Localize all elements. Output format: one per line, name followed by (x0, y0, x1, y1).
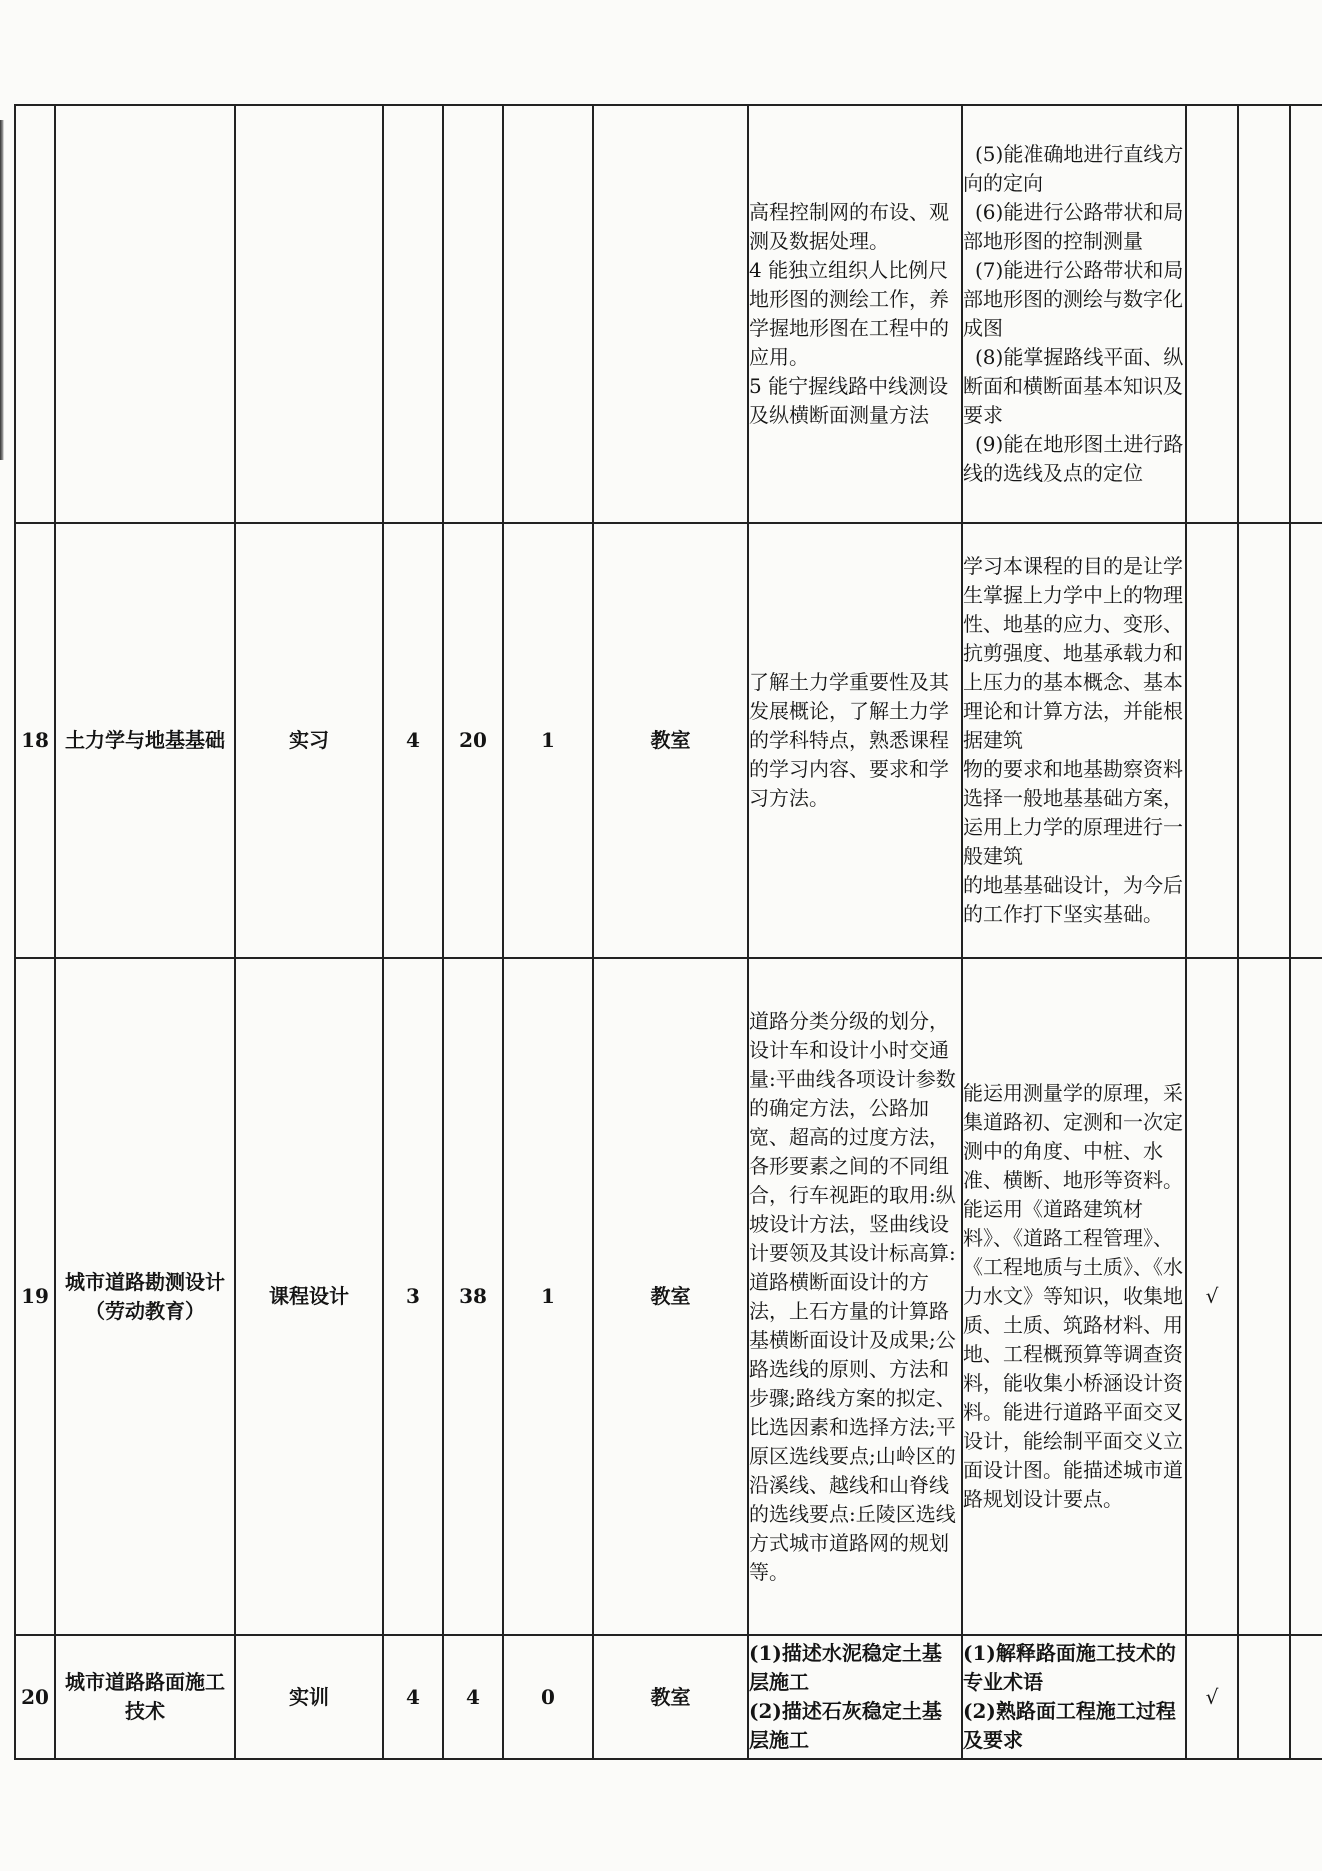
empty-cell (1238, 105, 1290, 523)
empty-cell (1238, 958, 1290, 1635)
course-content (748, 958, 962, 1635)
requirement-item: (6)能进行公路带状和局部地形图的控制测量 (963, 200, 1184, 253)
requirement-item: 物的要求和地基勘察资料选择一般地基基础方案，运用上力学的原理进行一般建筑 (963, 757, 1183, 868)
requirement-item: (9)能在地形图土进行路线的选线及点的定位 (963, 432, 1184, 485)
course-requirements (962, 523, 1186, 958)
course-hours: 20 (443, 523, 503, 958)
check-cell: √ (1186, 958, 1238, 1635)
course-semester: 0 (503, 1635, 593, 1759)
content-paragraph: (1)描述水泥稳定土基层施工 (749, 1641, 942, 1694)
course-content (748, 105, 962, 523)
table-row (15, 958, 1322, 1635)
curriculum-table (14, 104, 1322, 1760)
requirement-item: (7)能进行公路带状和局部地形图的测绘与数字化成图 (963, 258, 1184, 340)
empty-cell (1290, 523, 1322, 958)
course-type (235, 105, 383, 523)
check-cell (1186, 523, 1238, 958)
course-semester: 1 (503, 523, 593, 958)
course-type: 课程设计 (235, 958, 383, 1635)
course-hours: 38 (443, 958, 503, 1635)
course-venue: 教室 (593, 523, 748, 958)
course-number: 20 (15, 1635, 55, 1759)
content-paragraph: 了解土力学重要性及其发展概论，了解土力学的学科特点，熟悉课程的学习内容、要求和学习方法。 (749, 670, 949, 810)
requirement-item: (1)解释路面施工技术的专业术语 (963, 1641, 1176, 1694)
course-requirements (962, 1635, 1186, 1759)
empty-cell (1238, 1635, 1290, 1759)
course-content (748, 1635, 962, 1759)
check-cell (1186, 105, 1238, 523)
course-content (748, 523, 962, 958)
table-row (15, 1635, 1322, 1759)
requirement-item: (2)熟路面工程施工过程及要求 (963, 1699, 1176, 1752)
table-row (15, 523, 1322, 958)
course-venue (593, 105, 748, 523)
requirement-item: (8)能掌握路线平面、纵断面和横断面基本知识及要求 (963, 345, 1184, 427)
course-requirements (962, 958, 1186, 1635)
empty-cell (1290, 1635, 1322, 1759)
empty-cell (1290, 105, 1322, 523)
requirement-item: 抗剪强度、地基承载力和上压力的基本概念、基本理论和计算方法，并能根据建筑 (963, 641, 1183, 752)
table-row (15, 105, 1322, 523)
content-paragraph: 高程控制网的布设、观测及数据处理。 (749, 200, 949, 253)
requirement-item: 学习本课程的目的是让学生掌握上力学中上的物理性、地基的应力、变形、 (963, 554, 1183, 636)
check-cell: √ (1186, 1635, 1238, 1759)
requirement-item: 的地基基础设计，为今后的工作打下坚实基础。 (963, 873, 1183, 926)
course-name: 城市道路勘测设计（劳动教育） (55, 958, 235, 1635)
course-venue: 教室 (593, 958, 748, 1635)
content-paragraph: 5 能宁握线路中线测设及纵横断面测量方法 (749, 374, 949, 427)
requirement-item: (5)能准确地进行直线方向的定向 (963, 142, 1184, 195)
content-paragraph: 道路分类分级的划分，设计车和设计小时交通量:平曲线各项设计参数的确定方法，公路加宽、超高的过度方法，各形要素之间的不同组合，行车视距的取用:纵坡设计方法，竖曲线设计要领及其设计标高算:道路横断面设计的方法，上石方量的计算路基横断面设计及成果;公路选线的原则、方法和步骤;路线方案的拟定、比选因素和选择方法;平原区选线要点;山岭区的沿溪线、越线和山脊线的选线要点:丘陵区选线方式城市道路网的规划等。 (749, 1008, 956, 1584)
course-credits (383, 105, 443, 523)
course-number: 19 (15, 958, 55, 1635)
empty-cell (1290, 958, 1322, 1635)
requirement-item: 能运用测量学的原理，采集道路初、定测和一次定测中的角度、中桩、水准、横断、地形等资料。能运用《道路建筑材料》、《道路工程管理》、《工程地质与土质》、《水力水文》等知识，收集地质、土质、筑路材料、用地、工程概预算等调查资料，能收集小桥涵设计资料。能进行道路平面交叉设计，能绘制平面交义立面设计图。能描述城市道路规划设计要点。 (963, 1081, 1183, 1511)
course-semester: 1 (503, 958, 593, 1635)
course-semester (503, 105, 593, 523)
course-type: 实习 (235, 523, 383, 958)
course-credits: 3 (383, 958, 443, 1635)
page-edge-shadow (0, 120, 4, 460)
course-name (55, 105, 235, 523)
course-hours: 4 (443, 1635, 503, 1759)
course-credits: 4 (383, 1635, 443, 1759)
course-type: 实训 (235, 1635, 383, 1759)
course-name: 城市道路路面施工技术 (55, 1635, 235, 1759)
course-credits: 4 (383, 523, 443, 958)
course-venue: 教室 (593, 1635, 748, 1759)
content-paragraph: (2)描述石灰稳定土基层施工 (749, 1699, 942, 1752)
empty-cell (1238, 523, 1290, 958)
course-hours (443, 105, 503, 523)
course-number: 18 (15, 523, 55, 958)
course-requirements (962, 105, 1186, 523)
course-name: 土力学与地基基础 (55, 523, 235, 958)
content-paragraph: 4 能独立组织人比例尺地形图的测绘工作，养学握地形图在工程中的应用。 (749, 258, 949, 369)
course-number (15, 105, 55, 523)
